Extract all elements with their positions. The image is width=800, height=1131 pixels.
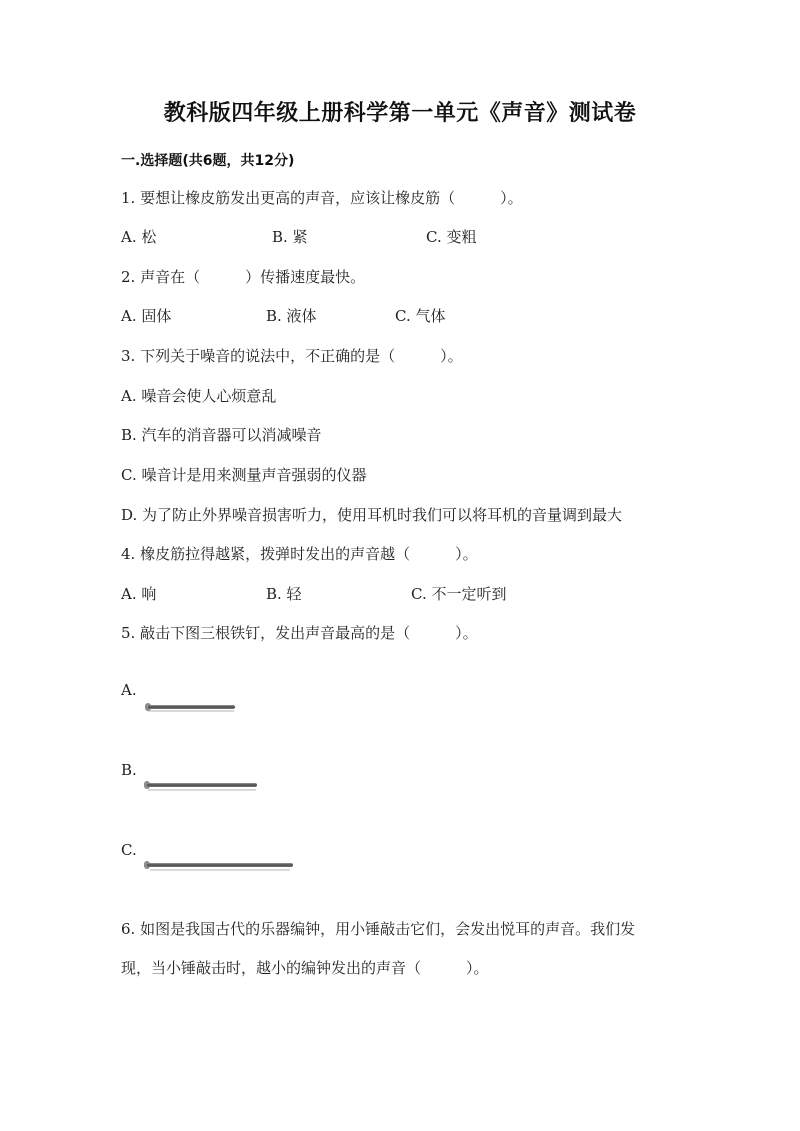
question-5-option-b: B. <box>121 761 137 779</box>
question-1-option-a: A. 松 <box>121 228 157 246</box>
question-1-option-b: B. 紧 <box>272 228 308 246</box>
question-6-stem-line-1: 6. 如图是我国古代的乐器编钟，用小锤敲击它们，会发出悦耳的声音。我们发 <box>121 920 636 938</box>
section-heading: 一.选择题(共6题，共12分) <box>121 153 295 169</box>
question-1-stem: 1. 要想让橡皮筋发出更高的声音，应该让橡皮筋（ ）。 <box>121 189 523 207</box>
exam-title: 教科版四年级上册科学第一单元《声音》测试卷 <box>163 101 637 126</box>
question-5-stem: 5. 敲击下图三根铁钉，发出声音最高的是（ ）。 <box>121 624 478 642</box>
question-5-option-a: A. <box>121 681 137 699</box>
question-4-option-b: B. 轻 <box>266 585 302 603</box>
question-3-option-a: A. 噪音会使人心烦意乱 <box>121 387 277 405</box>
question-2-option-c: C. 气体 <box>395 307 446 325</box>
question-3-stem: 3. 下列关于噪音的说法中，不正确的是（ ）。 <box>121 347 463 365</box>
question-5-option-c: C. <box>121 841 137 859</box>
question-1-option-c: C. 变粗 <box>426 228 477 246</box>
question-4-option-a: A. 响 <box>121 585 157 603</box>
question-4-stem: 4. 橡皮筋拉得越紧，拨弹时发出的声音越（ ）。 <box>121 545 478 563</box>
question-3-option-b: B. 汽车的消音器可以消减噪音 <box>121 426 322 444</box>
question-6-stem-line-2: 现，当小锤敲击时，越小的编钟发出的声音（ ）。 <box>121 959 489 977</box>
question-2-option-a: A. 固体 <box>121 307 172 325</box>
question-3-option-d: D. 为了防止外界噪音损害听力，使用耳机时我们可以将耳机的音量调到最大 <box>121 506 623 524</box>
question-2-stem: 2. 声音在（ ）传播速度最快。 <box>121 268 366 286</box>
question-3-option-c: C. 噪音计是用来测量声音强弱的仪器 <box>121 466 367 484</box>
question-4-option-c: C. 不一定听到 <box>411 585 507 603</box>
question-2-option-b: B. 液体 <box>266 307 317 325</box>
